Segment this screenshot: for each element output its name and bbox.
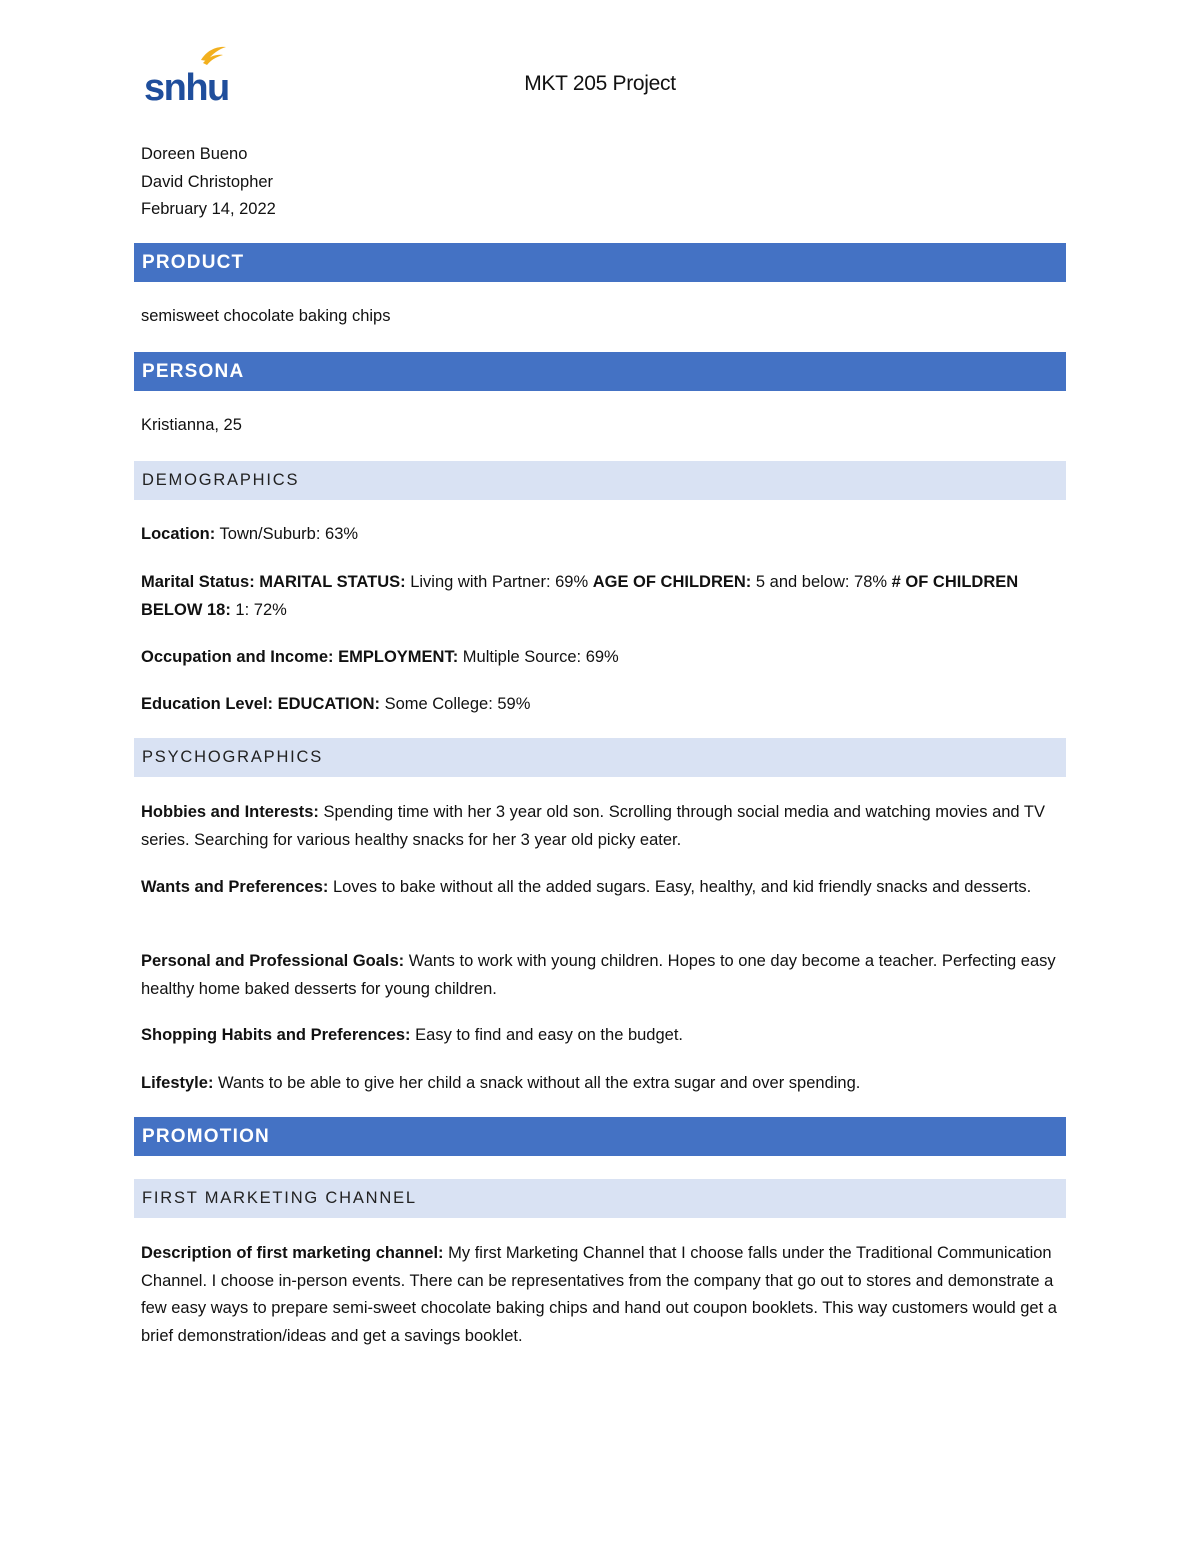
field-value: Living with Partner: 69% (405, 573, 593, 591)
field-value: 5 and below: 78% (751, 573, 892, 591)
wants-paragraph (141, 874, 1061, 902)
field-value: Easy to find and easy on the budget. (410, 1026, 684, 1044)
field-label: Description of first marketing channel: (141, 1244, 444, 1262)
subsection-heading-psychographics: PSYCHOGRAPHICS (134, 738, 1066, 777)
occupation-paragraph (141, 644, 1061, 672)
svg-text:snhu: snhu (144, 67, 229, 106)
field-label: Occupation and Income: (141, 648, 334, 666)
marital-status-paragraph (141, 569, 1061, 624)
education-paragraph (141, 691, 1061, 719)
document-date: February 14, 2022 (141, 200, 276, 218)
field-sublabel: # OF CHILDREN BELOW 18: (141, 573, 1019, 619)
subsection-heading-first-marketing-channel: FIRST MARKETING CHANNEL (134, 1179, 1066, 1218)
field-sublabel: MARITAL STATUS: (259, 573, 406, 591)
field-label: Education Level: (141, 695, 274, 713)
location-paragraph (141, 521, 1061, 549)
page-title: MKT 205 Project (524, 72, 676, 95)
field-sublabel: AGE OF CHILDREN: (592, 573, 752, 591)
author-block (141, 141, 276, 224)
shopping-paragraph (141, 1022, 1061, 1050)
persona-text: Kristianna, 25 (141, 416, 242, 434)
subsection-heading-demographics: DEMOGRAPHICS (134, 461, 1066, 500)
field-label: Personal and Professional Goals: (141, 952, 405, 970)
field-label: Wants and Preferences: (141, 878, 329, 896)
section-heading-promotion: PROMOTION (134, 1117, 1066, 1156)
field-value: Loves to bake without all the added sugars. Easy, healthy, and kid friendly snacks and desserts. (328, 878, 1032, 896)
goals-paragraph (141, 948, 1061, 1003)
field-label: Shopping Habits and Preferences: (141, 1026, 411, 1044)
hobbies-paragraph (141, 799, 1061, 854)
field-value: Wants to be able to give her child a snack without all the extra sugar and over spending. (213, 1074, 861, 1092)
author-name: Doreen Bueno (141, 145, 248, 163)
field-label: Marital Status: (141, 573, 255, 591)
field-sublabel: EMPLOYMENT: (338, 648, 459, 666)
field-label: Lifestyle: (141, 1074, 214, 1092)
author-name: David Christopher (141, 172, 274, 191)
field-label: Location: (141, 525, 216, 543)
field-value: 1: 72% (230, 600, 287, 619)
lifestyle-paragraph (141, 1070, 1061, 1098)
field-value: Spending time with her 3 year old son. Scrolling through social media and watching movies and TV series. Searching for various healthy snacks for her 3 year old picky eater. (141, 803, 1045, 849)
field-value: Multiple Source: 69% (458, 648, 619, 666)
section-heading-product: PRODUCT (134, 243, 1066, 282)
field-value: Wants to work with young children. Hopes to one day become a teacher. Perfecting easy healthy home baked desserts for young children. (141, 952, 1056, 998)
field-sublabel: EDUCATION: (277, 695, 380, 713)
section-heading-persona: PERSONA (134, 352, 1066, 391)
channel-description-paragraph (141, 1240, 1061, 1350)
field-value: Some College: 59% (379, 695, 531, 713)
field-value: My first Marketing Channel that I choose falls under the Traditional Communication Channel. I choose in-person events. There can be representatives from the company that go out to stores and demonstrate a few easy ways to prepare semi-sweet chocolate baking chips and hand out coupon booklets. This way customers would get a brief demonstration/ideas and get a savings booklet. (141, 1244, 1057, 1345)
field-value: Town/Suburb: 63% (215, 525, 359, 543)
product-text: semisweet chocolate baking chips (141, 307, 391, 325)
field-label: Hobbies and Interests: (141, 803, 319, 821)
